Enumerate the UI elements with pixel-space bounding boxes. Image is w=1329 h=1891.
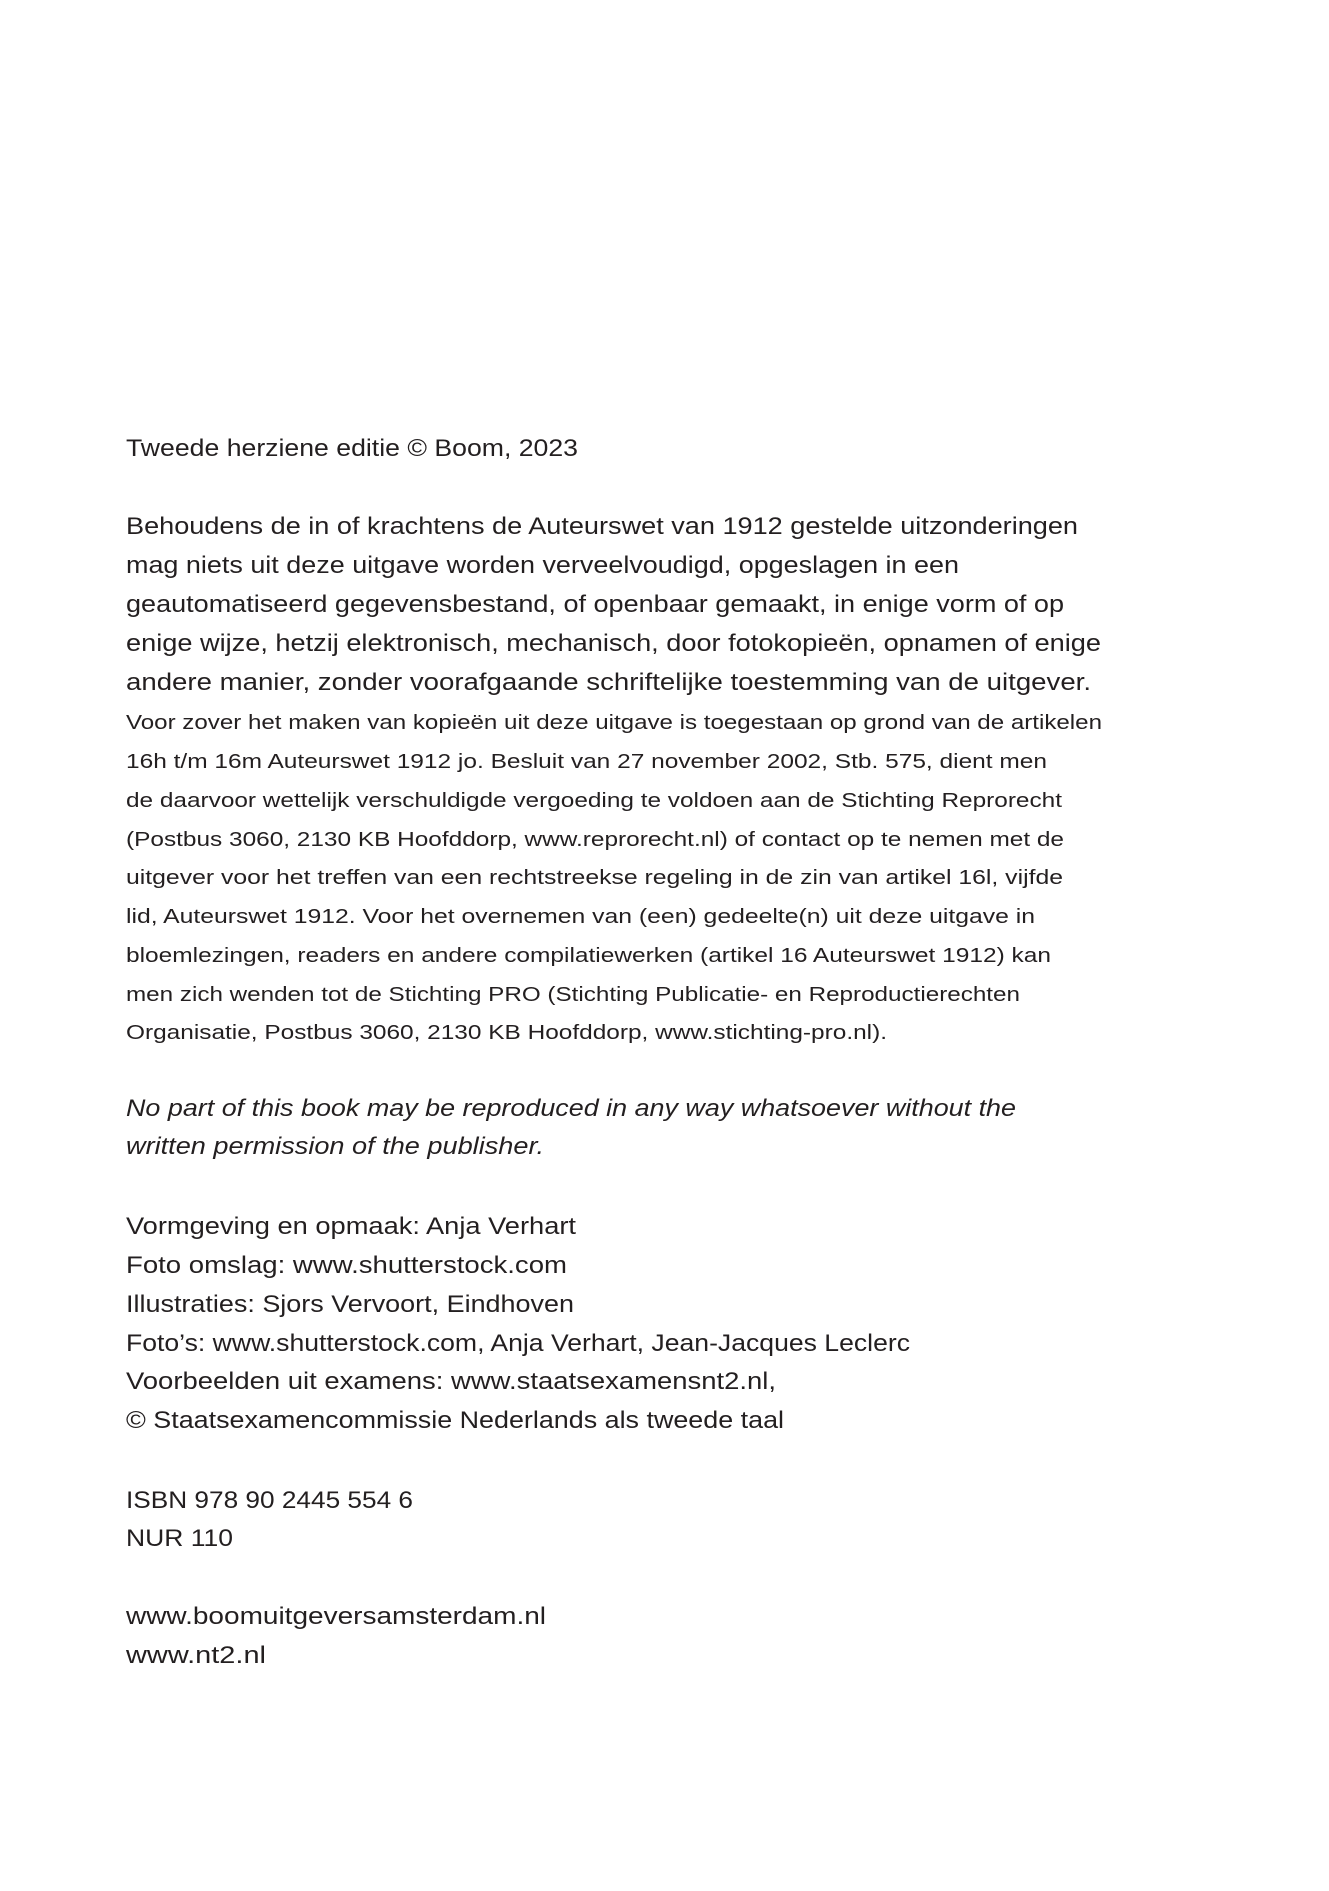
website-link-nt2[interactable]: www.nt2.nl — [126, 1642, 266, 1669]
website-link-boom[interactable]: www.boomuitgeversamsterdam.nl — [126, 1603, 546, 1630]
edition-line: Tweede herziene editie © Boom, 2023 — [126, 435, 578, 462]
english-notice-line: No part of this book may be reproduced in any way whatsoever without the — [126, 1095, 1016, 1122]
nur-code: NUR 110 — [126, 1525, 233, 1552]
reprography-line: de daarvoor wettelijk verschuldigde vergoeding te voldoen aan de Stichting Reprorecht — [126, 790, 1062, 812]
credit-illustrations: Illustraties: Sjors Vervoort, Eindhoven — [126, 1291, 574, 1318]
rights-notice-line: andere manier, zonder voorafgaande schriftelijke toestemming van de uitgever. — [126, 669, 1091, 696]
credit-photos: Foto’s: www.shutterstock.com, Anja Verhart, Jean-Jacques Leclerc — [126, 1330, 910, 1357]
rights-notice-line: Behoudens de in of krachtens de Auteurswet van 1912 gestelde uitzonderingen — [126, 513, 1078, 540]
reprography-line: uitgever voor het treffen van een rechtstreekse regeling in de zin van artikel 16l, vijfde — [126, 867, 1063, 889]
reprography-line: Organisatie, Postbus 3060, 2130 KB Hoofddorp, www.stichting-pro.nl). — [126, 1022, 887, 1044]
rights-notice-line: enige wijze, hetzij elektronisch, mechanisch, door fotokopieën, opnamen of enige — [126, 630, 1101, 657]
isbn: ISBN 978 90 2445 554 6 — [126, 1487, 413, 1514]
reprography-line: lid, Auteurswet 1912. Voor het overnemen van (een) gedeelte(n) uit deze uitgave in — [126, 906, 1035, 928]
reprography-line: bloemlezingen, readers en andere compilatiewerken (artikel 16 Auteurswet 1912) kan — [126, 945, 1051, 967]
reprography-line: 16h t/m 16m Auteurswet 1912 jo. Besluit van 27 november 2002, Stb. 575, dient men — [126, 751, 1047, 773]
credit-exam-commission: © Staatsexamencommissie Nederlands als tweede taal — [126, 1407, 784, 1434]
reprography-line: (Postbus 3060, 2130 KB Hoofddorp, www.reprorecht.nl) of contact op te nemen met de — [126, 829, 1064, 851]
reprography-line: Voor zover het maken van kopieën uit deze uitgave is toegestaan op grond van de artikelen — [126, 712, 1102, 734]
rights-notice-line: mag niets uit deze uitgave worden verveelvoudigd, opgeslagen in een — [126, 552, 959, 579]
credit-cover-photo: Foto omslag: www.shutterstock.com — [126, 1252, 567, 1279]
credit-exam-examples: Voorbeelden uit examens: www.staatsexamensnt2.nl, — [126, 1368, 776, 1395]
reprography-line: men zich wenden tot de Stichting PRO (Stichting Publicatie- en Reproductierechten — [126, 984, 1021, 1006]
rights-notice-line: geautomatiseerd gegevensbestand, of openbaar gemaakt, in enige vorm of op — [126, 591, 1064, 618]
credit-design: Vormgeving en opmaak: Anja Verhart — [126, 1213, 576, 1240]
english-notice-line: written permission of the publisher. — [126, 1133, 544, 1160]
